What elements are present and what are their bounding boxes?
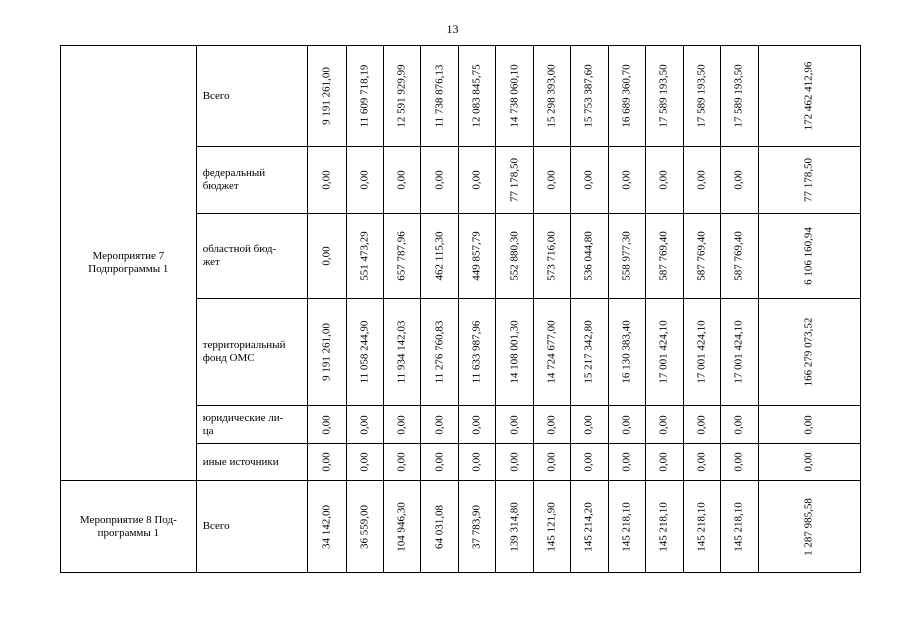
funding-source-line: иные источники xyxy=(202,455,279,468)
year-amount-cell xyxy=(458,406,495,444)
amount-value: 0,00 xyxy=(695,170,708,190)
amount-value: 14 108 001,30 xyxy=(508,320,521,384)
funding-source-line: территориальный xyxy=(202,339,286,351)
amount-value: 15 217 342,80 xyxy=(582,320,595,384)
funding-source-cell xyxy=(196,481,307,573)
year-amount-cell xyxy=(608,147,645,214)
year-amount-cell xyxy=(721,46,758,147)
amount-value: 0,00 xyxy=(695,414,708,435)
year-amount-cell xyxy=(683,299,720,406)
year-amount-cell xyxy=(646,147,683,214)
funding-source-cell xyxy=(196,214,307,299)
year-amount-cell xyxy=(421,147,458,214)
amount-value: 536 044,80 xyxy=(582,231,595,281)
amount-value: 0,00 xyxy=(732,170,745,190)
amount-value: 0,00 xyxy=(395,170,408,190)
funding-source-line: Всего xyxy=(202,520,230,532)
amount-value: 145 121,90 xyxy=(545,501,558,552)
year-amount-cell xyxy=(308,444,346,481)
year-amount-cell xyxy=(308,299,346,406)
amount-value: 139 314,80 xyxy=(508,501,521,552)
amount-value: 34 142,00 xyxy=(320,504,333,549)
amount-value: 17 001 424,10 xyxy=(732,320,745,384)
amount-value: 104 946,30 xyxy=(395,501,408,552)
year-amount-cell xyxy=(458,444,495,481)
year-amount-cell xyxy=(458,46,495,147)
funding-source-line: жет xyxy=(202,256,220,268)
year-amount-cell xyxy=(458,299,495,406)
amount-value: 449 857,79 xyxy=(470,231,483,281)
amount-value: 17 001 424,10 xyxy=(695,320,708,384)
amount-value: 0,00 xyxy=(802,414,815,435)
year-amount-cell xyxy=(571,406,608,444)
amount-value: 0,00 xyxy=(657,414,670,435)
amount-value: 0,00 xyxy=(582,170,595,190)
year-amount-cell xyxy=(571,46,608,147)
page-number: 13 xyxy=(446,22,459,36)
total-amount-cell xyxy=(758,46,860,147)
year-amount-cell xyxy=(384,481,421,573)
year-amount-cell xyxy=(384,214,421,299)
year-amount-cell xyxy=(683,214,720,299)
amount-value: 657 787,96 xyxy=(395,231,408,281)
year-amount-cell xyxy=(458,147,495,214)
funding-source-line: федеральный xyxy=(202,167,266,179)
funding-source-line: бюджет xyxy=(202,180,239,192)
amount-value: 573 716,00 xyxy=(545,231,558,281)
amount-value: 11 934 142,03 xyxy=(395,320,408,384)
amount-value: 0,00 xyxy=(545,452,558,472)
year-amount-cell xyxy=(683,46,720,147)
year-amount-cell xyxy=(721,444,758,481)
funding-source-cell xyxy=(196,46,307,147)
year-amount-cell xyxy=(721,299,758,406)
year-amount-cell xyxy=(721,481,758,573)
year-amount-cell xyxy=(571,481,608,573)
year-amount-cell xyxy=(308,406,346,444)
total-amount-cell xyxy=(758,481,860,573)
year-amount-cell xyxy=(421,46,458,147)
year-amount-cell xyxy=(646,481,683,573)
year-amount-cell xyxy=(533,214,570,299)
amount-value: 17 589 193,50 xyxy=(732,64,745,128)
amount-value: 0,00 xyxy=(470,414,483,435)
year-amount-cell xyxy=(346,406,383,444)
year-amount-cell xyxy=(421,444,458,481)
amount-value: 11 058 244,90 xyxy=(358,320,371,384)
year-amount-cell xyxy=(421,214,458,299)
amount-value: 64 031,08 xyxy=(433,504,446,549)
amount-value: 551 473,29 xyxy=(358,231,371,281)
amount-value: 145 218,10 xyxy=(657,501,670,552)
amount-value: 0,00 xyxy=(508,414,521,435)
year-amount-cell xyxy=(496,214,533,299)
event-name-cell xyxy=(61,46,197,481)
amount-value: 14 738 060,10 xyxy=(508,64,521,128)
year-amount-cell xyxy=(683,147,720,214)
year-amount-cell xyxy=(384,147,421,214)
amount-value: 462 115,30 xyxy=(433,231,446,281)
funding-source-line: юридические ли- xyxy=(202,411,284,424)
year-amount-cell xyxy=(308,46,346,147)
year-amount-cell xyxy=(421,481,458,573)
year-amount-cell xyxy=(346,299,383,406)
year-amount-cell xyxy=(571,214,608,299)
year-amount-cell xyxy=(683,481,720,573)
funding-source-cell xyxy=(196,147,307,214)
amount-value: 558 977,30 xyxy=(620,231,633,281)
year-amount-cell xyxy=(421,406,458,444)
amount-value: 0,00 xyxy=(508,452,521,472)
amount-value: 0,00 xyxy=(657,452,670,472)
year-amount-cell xyxy=(646,406,683,444)
amount-value: 0,00 xyxy=(695,452,708,472)
amount-value: 0,00 xyxy=(732,452,745,472)
year-amount-cell xyxy=(421,299,458,406)
year-amount-cell xyxy=(496,406,533,444)
amount-value: 17 001 424,10 xyxy=(657,320,670,384)
amount-value: 0,00 xyxy=(802,452,815,472)
year-amount-cell xyxy=(721,406,758,444)
amount-value: 9 191 261,00 xyxy=(320,323,333,381)
table-row xyxy=(61,46,861,147)
total-amount-cell xyxy=(758,147,860,214)
event-name-line: Подпрограммы 1 xyxy=(88,263,169,275)
total-amount-cell xyxy=(758,214,860,299)
event-name-line: Мероприятие 8 Под- xyxy=(79,513,177,526)
amount-value: 11 609 718,19 xyxy=(358,64,371,128)
year-amount-cell xyxy=(308,481,346,573)
table-row xyxy=(61,481,861,573)
amount-value: 0,00 xyxy=(582,452,595,472)
year-amount-cell xyxy=(608,299,645,406)
year-amount-cell xyxy=(608,481,645,573)
amount-value: 1 287 985,58 xyxy=(802,497,815,556)
total-amount-cell xyxy=(758,406,860,444)
year-amount-cell xyxy=(646,46,683,147)
amount-value: 9 191 261,00 xyxy=(320,67,333,125)
amount-value: 77 178,50 xyxy=(802,158,815,202)
year-amount-cell xyxy=(496,481,533,573)
amount-value: 587 769,40 xyxy=(695,231,708,281)
year-amount-cell xyxy=(608,444,645,481)
funding-source-line: Всего xyxy=(202,89,230,102)
amount-value: 552 880,30 xyxy=(508,231,521,281)
year-amount-cell xyxy=(384,444,421,481)
year-amount-cell xyxy=(458,214,495,299)
amount-value: 0,00 xyxy=(320,452,333,472)
amount-value: 15 753 387,60 xyxy=(582,64,595,128)
year-amount-cell xyxy=(346,481,383,573)
amount-value: 0,00 xyxy=(470,452,483,472)
budget-table xyxy=(60,45,861,573)
year-amount-cell xyxy=(721,214,758,299)
year-amount-cell xyxy=(496,46,533,147)
year-amount-cell xyxy=(533,299,570,406)
amount-value: 0,00 xyxy=(433,414,446,435)
amount-value: 0,00 xyxy=(320,170,333,190)
amount-value: 17 589 193,50 xyxy=(657,64,670,128)
year-amount-cell xyxy=(533,406,570,444)
amount-value: 12 591 929,99 xyxy=(395,64,408,128)
year-amount-cell xyxy=(721,147,758,214)
amount-value: 11 738 876,13 xyxy=(433,64,446,128)
year-amount-cell xyxy=(384,299,421,406)
amount-value: 0,00 xyxy=(320,414,333,435)
year-amount-cell xyxy=(533,481,570,573)
amount-value: 0,00 xyxy=(657,170,670,190)
year-amount-cell xyxy=(496,299,533,406)
total-amount-cell xyxy=(758,299,860,406)
funding-source-line: ца xyxy=(202,424,214,437)
amount-value: 0,00 xyxy=(358,414,371,435)
year-amount-cell xyxy=(384,46,421,147)
year-amount-cell xyxy=(346,147,383,214)
year-amount-cell xyxy=(646,299,683,406)
amount-value: 6 106 160,94 xyxy=(802,227,815,285)
amount-value: 0,00 xyxy=(545,170,558,190)
amount-value: 145 218,10 xyxy=(732,501,745,552)
amount-value: 11 633 987,96 xyxy=(470,320,483,384)
amount-value: 587 769,40 xyxy=(657,231,670,281)
year-amount-cell xyxy=(458,481,495,573)
event-name-cell xyxy=(61,481,197,573)
amount-value: 0,00 xyxy=(545,414,558,435)
amount-value: 17 589 193,50 xyxy=(695,64,708,128)
year-amount-cell xyxy=(608,214,645,299)
amount-value: 11 276 760,83 xyxy=(433,320,446,384)
amount-value: 587 769,40 xyxy=(732,231,745,281)
total-amount-cell xyxy=(758,444,860,481)
year-amount-cell xyxy=(571,444,608,481)
amount-value: 0,00 xyxy=(358,452,371,472)
amount-value: 0,00 xyxy=(395,414,408,435)
amount-value: 0,00 xyxy=(395,452,408,472)
year-amount-cell xyxy=(533,444,570,481)
amount-value: 15 298 393,00 xyxy=(545,64,558,128)
amount-value: 77 178,50 xyxy=(508,158,521,202)
amount-value: 16 689 360,70 xyxy=(620,64,633,128)
year-amount-cell xyxy=(533,46,570,147)
amount-value: 145 218,10 xyxy=(695,501,708,552)
amount-value: 172 462 412,96 xyxy=(802,61,815,131)
amount-value: 0,00 xyxy=(433,170,446,190)
amount-value: 0,00 xyxy=(433,452,446,472)
year-amount-cell xyxy=(571,147,608,214)
year-amount-cell xyxy=(646,444,683,481)
amount-value: 12 083 845,75 xyxy=(470,64,483,128)
year-amount-cell xyxy=(683,444,720,481)
year-amount-cell xyxy=(646,214,683,299)
year-amount-cell xyxy=(346,46,383,147)
funding-source-cell xyxy=(196,406,307,444)
amount-value: 37 783,90 xyxy=(470,504,483,549)
amount-value: 145 218,10 xyxy=(620,501,633,552)
year-amount-cell xyxy=(346,444,383,481)
year-amount-cell xyxy=(384,406,421,444)
year-amount-cell xyxy=(608,46,645,147)
amount-value: 0,00 xyxy=(620,170,633,190)
amount-value: 14 724 677,00 xyxy=(545,320,558,384)
amount-value: 0,00 xyxy=(470,170,483,190)
funding-source-cell xyxy=(196,444,307,481)
event-name-line: Мероприятие 7 xyxy=(92,250,165,262)
year-amount-cell xyxy=(496,147,533,214)
amount-value: 0,00 xyxy=(320,246,333,266)
event-name-line: программы 1 xyxy=(97,526,160,539)
amount-value: 166 279 073,52 xyxy=(802,317,815,387)
amount-value: 0,00 xyxy=(620,452,633,472)
amount-value: 16 130 383,40 xyxy=(620,320,633,384)
amount-value: 145 214,20 xyxy=(582,501,595,552)
year-amount-cell xyxy=(608,406,645,444)
year-amount-cell xyxy=(571,299,608,406)
funding-source-line: областной бюд- xyxy=(202,243,277,255)
year-amount-cell xyxy=(346,214,383,299)
amount-value: 36 559,00 xyxy=(358,504,371,549)
year-amount-cell xyxy=(533,147,570,214)
amount-value: 0,00 xyxy=(582,414,595,435)
year-amount-cell xyxy=(308,147,346,214)
amount-value: 0,00 xyxy=(620,414,633,435)
year-amount-cell xyxy=(496,444,533,481)
year-amount-cell xyxy=(308,214,346,299)
year-amount-cell xyxy=(683,406,720,444)
amount-value: 0,00 xyxy=(732,414,745,435)
funding-source-line: фонд ОМС xyxy=(202,352,255,364)
amount-value: 0,00 xyxy=(358,170,371,190)
funding-source-cell xyxy=(196,299,307,406)
